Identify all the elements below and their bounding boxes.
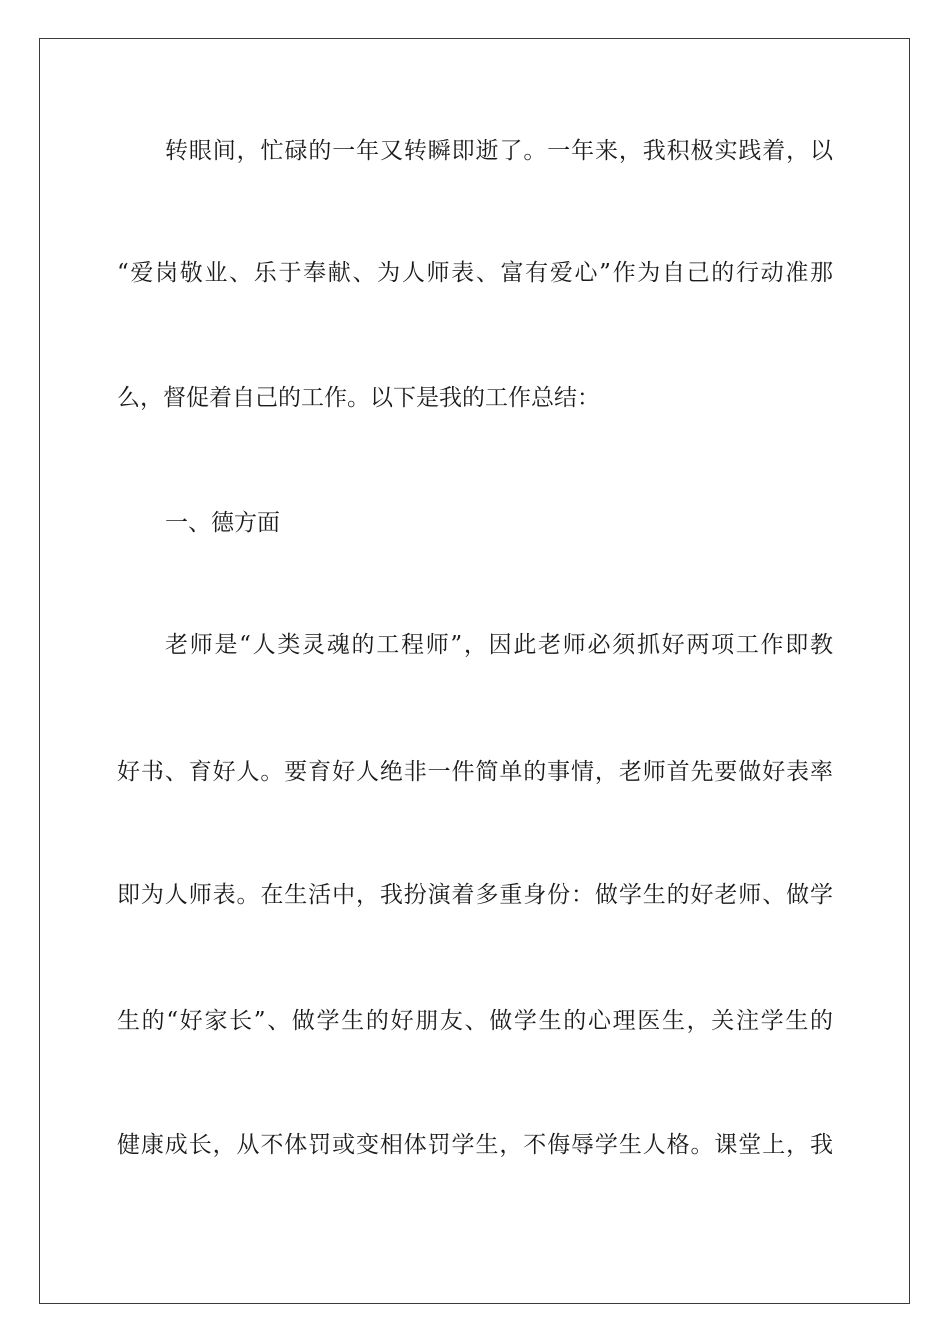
paragraph-morality-line-5: 健康成长，从不体罚或变相体罚学生，不侮辱学生人格。课堂上，我 bbox=[117, 1132, 833, 1158]
paragraph-intro-line-1: 转眼间，忙碌的一年又转瞬即逝了。一年来，我积极实践着，以 bbox=[165, 138, 833, 164]
section-heading-morality: 一、德方面 bbox=[165, 510, 280, 536]
paragraph-intro-line-2: “爱岗敬业、乐于奉献、为人师表、富有爱心”作为自己的行动准那 bbox=[117, 260, 833, 286]
paragraph-morality-line-1: 老师是“人类灵魂的工程师”，因此老师必须抓好两项工作即教 bbox=[165, 632, 833, 658]
paragraph-morality-line-2: 好书、育好人。要育好人绝非一件简单的事情，老师首先要做好表率 bbox=[117, 759, 833, 785]
paragraph-morality-line-4: 生的“好家长”、做学生的好朋友、做学生的心理医生，关注学生的 bbox=[117, 1008, 833, 1034]
paragraph-morality-line-3: 即为人师表。在生活中，我扮演着多重身份：做学生的好老师、做学 bbox=[117, 882, 833, 908]
page-border bbox=[39, 38, 910, 1304]
paragraph-intro-line-3: 么，督促着自己的工作。以下是我的工作总结： bbox=[117, 385, 600, 411]
